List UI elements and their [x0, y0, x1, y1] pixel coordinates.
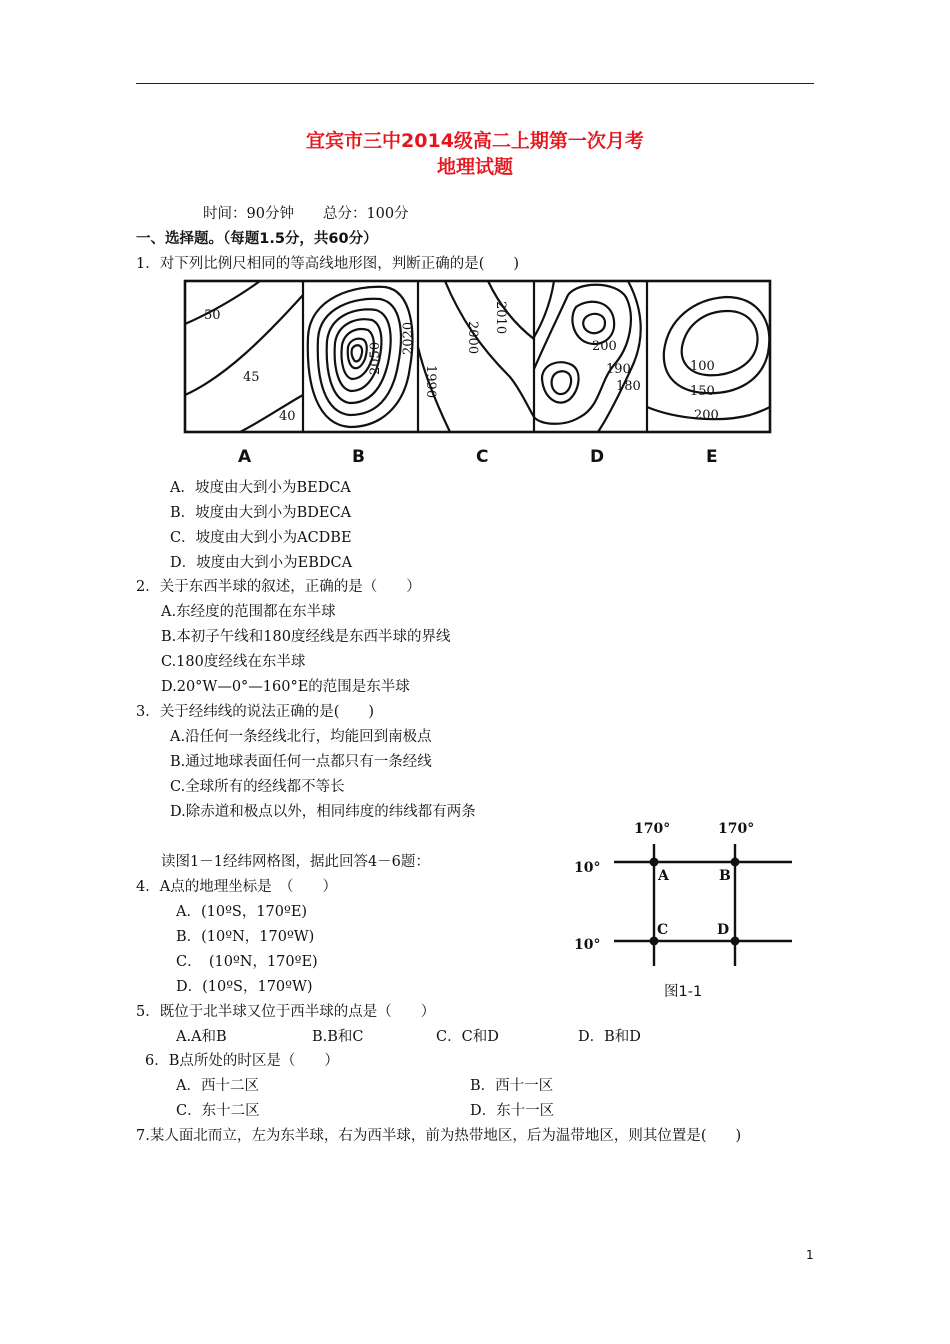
question-5-option-d: D．B和D [578, 1029, 641, 1045]
figure-caption: 图1-1 [664, 984, 703, 1000]
contour-line [542, 362, 579, 402]
question-1-option-d: D．坡度由大到小为EBDCA [170, 555, 353, 571]
grid-intro: 读图1－1经纬网格图，据此回答4－6题： [161, 854, 430, 870]
question-1-option-b: B．坡度由大到小为BDECA [170, 505, 352, 521]
panel-label-c: C [476, 447, 489, 467]
contour-label: 200 [592, 339, 617, 354]
question-6-option-b: B．西十一区 [470, 1078, 554, 1094]
lat-label: 10° [574, 937, 601, 953]
question-6-option-c: C．东十二区 [176, 1103, 260, 1119]
question-5-option-c: C．C和D [436, 1029, 499, 1045]
question-4-option-a: A．(10ºS，170ºE) [176, 904, 308, 920]
question-4-stem: 4．A点的地理坐标是 （ ） [136, 879, 337, 895]
contour-line [445, 281, 534, 417]
contour-label: 1990 [423, 365, 438, 399]
panel-label-d: D [590, 447, 605, 467]
point-b-marker [731, 858, 740, 867]
question-6-stem: 6．B点所处的时区是（ ） [145, 1053, 339, 1069]
panel-label-a: A [238, 447, 252, 467]
question-2-option-b: B.本初子午线和180度经线是东西半球的界线 [161, 629, 451, 645]
contour-line [572, 302, 614, 344]
contour-label: 200 [694, 408, 719, 423]
contour-label: 40 [279, 409, 296, 424]
question-3-option-d: D.除赤道和极点以外，相同纬度的纬线都有两条 [170, 804, 476, 820]
panel-label-e: E [706, 447, 718, 467]
contour-label: 2020 [401, 321, 416, 355]
section-heading: 一、选择题。（每题1.5分，共60分） [136, 231, 378, 247]
question-2-stem: 2．关于东西半球的叙述，正确的是（ ） [136, 579, 421, 595]
question-2-option-d: D.20°W—0°—160°E的范围是东半球 [161, 679, 410, 695]
contour-label: 2000 [465, 321, 480, 355]
question-2-option-a: A.东经度的范围都在东半球 [161, 604, 336, 620]
question-5-stem: 5．既位于北半球又位于西半球的点是（ ） [136, 1004, 436, 1020]
question-3-stem: 3．关于经纬线的说法正确的是( ) [136, 704, 375, 720]
contour-line [583, 314, 605, 333]
question-3-option-c: C.全球所有的经线都不等长 [170, 779, 345, 795]
question-4-option-d: D．(10ºS，170ºW) [176, 979, 313, 995]
point-d-marker [731, 937, 740, 946]
question-1-option-a: A．坡度由大到小为BEDCA [170, 480, 351, 496]
lon-label: 170° [718, 821, 755, 837]
lat-label: 10° [574, 860, 601, 876]
contour-line [185, 281, 260, 324]
point-a-label: A [658, 868, 669, 884]
question-4-option-c: C． (10ºN，170ºE) [176, 954, 318, 970]
exam-info: 时间：90分钟 总分：100分 [203, 206, 409, 222]
exam-title: 宜宾市三中2014级高二上期第一次月考 [306, 130, 644, 152]
question-1-stem: 1．对下列比例尺相同的等高线地形图，判断正确的是( ) [136, 256, 520, 272]
panel-label-b: B [352, 447, 365, 467]
exam-subtitle: 地理试题 [436, 156, 513, 178]
question-5-option-a: A.A和B [176, 1029, 227, 1045]
contour-label: 50 [204, 308, 221, 323]
point-d-label: D [717, 922, 730, 938]
contour-label: 150 [690, 384, 715, 399]
contour-line [352, 345, 362, 361]
contour-line [552, 371, 571, 394]
question-3-option-b: B.通过地球表面任何一点都只有一条经线 [170, 754, 432, 770]
page-number: 1 [806, 1248, 814, 1262]
point-c-label: C [657, 922, 669, 938]
question-7-stem: 7.某人面北而立，左为东半球，右为西半球，前为热带地区，后为温带地区，则其位置是( ) [136, 1128, 742, 1144]
point-b-label: B [719, 868, 731, 884]
lat-lon-grid-figure [570, 810, 800, 978]
question-4-option-b: B．(10ºN，170ºW) [176, 929, 315, 945]
contour-label: 100 [690, 359, 715, 374]
contour-line [534, 281, 554, 337]
contour-label: 2050 [368, 341, 383, 375]
question-2-option-c: C.180度经线在东半球 [161, 654, 306, 670]
question-5-option-b: B.B和C [312, 1029, 364, 1045]
header-rule [136, 83, 814, 84]
contour-label: 190 [606, 362, 631, 377]
question-6-option-d: D．东十一区 [470, 1103, 555, 1119]
lon-label: 170° [634, 821, 671, 837]
question-6-option-a: A．西十二区 [176, 1078, 259, 1094]
point-a-marker [650, 858, 659, 867]
contour-label: 2010 [493, 301, 508, 335]
contour-label: 180 [616, 379, 641, 394]
contour-maps-figure [180, 277, 774, 437]
contour-label: 45 [243, 370, 260, 385]
question-3-option-a: A.沿任何一条经线北行，均能回到南极点 [170, 729, 432, 745]
question-1-option-c: C．坡度由大到小为ACDBE [170, 530, 352, 546]
